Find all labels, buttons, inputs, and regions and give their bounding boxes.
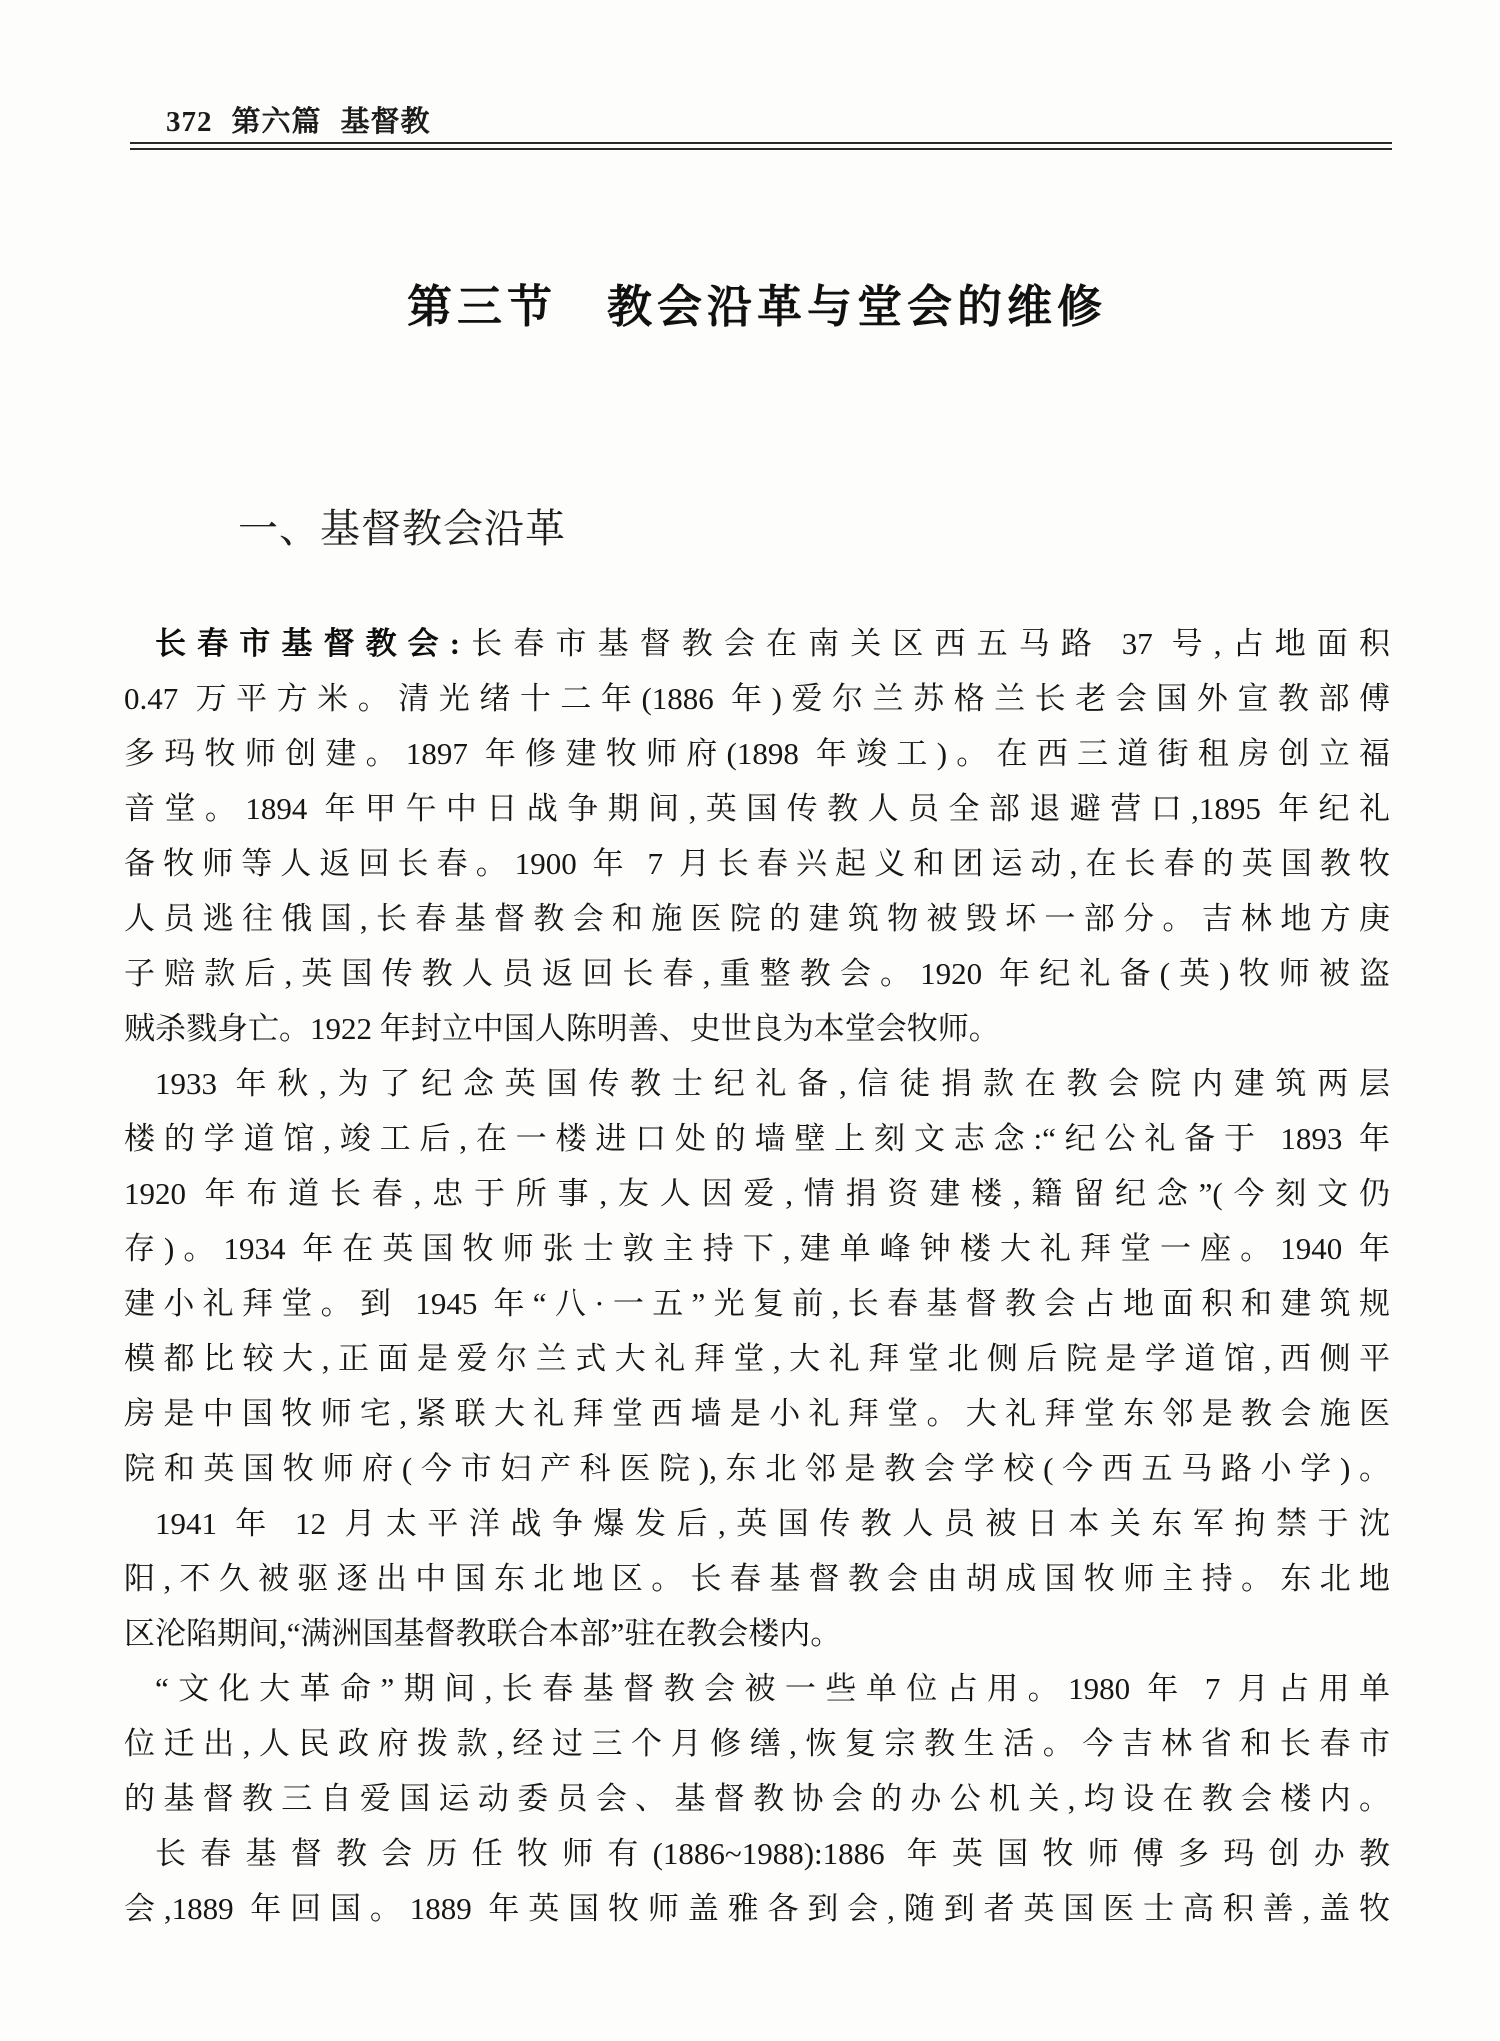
text-line: 的基督教三自爱国运动委员会、基督教协会的办公机关,均设在教会楼内。 <box>124 1781 1390 1816</box>
text-line: 贼杀戮身亡。1922 年封立中国人陈明善、史世良为本堂会牧师。 <box>124 1011 1000 1046</box>
text-line: 0.47 万平方米。清光绪十二年(1886 年)爱尔兰苏格兰长老会国外宣教部傅 <box>124 681 1390 716</box>
section-title: 第三节 教会沿革与堂会的维修 <box>406 282 1107 332</box>
paragraph <box>124 1056 1390 1496</box>
text-line: “文化大革命”期间,长春基督教会被一些单位占用。1980 年 7 月占用单 <box>155 1671 1390 1706</box>
body-text <box>124 616 1390 1936</box>
paragraph-lead: 长春市基督教会: <box>155 626 461 661</box>
text-line: 房是中国牧师宅,紧联大礼拜堂西墙是小礼拜堂。大礼拜堂东邻是教会施医 <box>124 1396 1390 1431</box>
text-line: 音堂。1894 年甲午中日战争期间,英国传教人员全部退避营口,1895 年纪礼 <box>124 791 1390 826</box>
text-line: 1941 年 12 月太平洋战争爆发后,英国传教人员被日本关东军拘禁于沈 <box>155 1506 1390 1541</box>
paragraph <box>124 1826 1390 1936</box>
text-line: 1933 年秋,为了纪念英国传教士纪礼备,信徒捐款在教会院内建筑两层 <box>155 1066 1390 1101</box>
paragraph <box>124 1661 1390 1826</box>
text-line: 院和英国牧师府(今市妇产科医院),东北邻是教会学校(今西五马路小学)。 <box>124 1451 1390 1486</box>
text-line: 阳,不久被驱逐出中国东北地区。长春基督教会由胡成国牧师主持。东北地 <box>124 1561 1390 1596</box>
paragraph <box>124 616 1390 1056</box>
subsection-title: 一、基督教会沿革 <box>238 506 566 551</box>
running-header <box>166 99 431 140</box>
text-line: 多玛牧师创建。1897 年修建牧师府(1898 年竣工)。在西三道街租房创立福 <box>124 736 1390 771</box>
text-line: 备牧师等人返回长春。1900 年 7 月长春兴起义和团运动,在长春的英国教牧 <box>124 846 1390 881</box>
text-line: 模都比较大,正面是爱尔兰式大礼拜堂,大礼拜堂北侧后院是学道馆,西侧平 <box>124 1341 1390 1376</box>
text-line: 存)。1934 年在英国牧师张士敦主持下,建单峰钟楼大礼拜堂一座。1940 年 <box>124 1231 1390 1266</box>
text-line: 位迁出,人民政府拨款,经过三个月修缮,恢复宗教生活。今吉林省和长春市 <box>124 1726 1390 1761</box>
text-line: 会,1889 年回国。1889 年英国牧师盖雅各到会,随到者英国医士高积善,盖牧 <box>124 1891 1390 1926</box>
text-line: 人员逃往俄国,长春基督教会和施医院的建筑物被毁坏一部分。吉林地方庚 <box>124 901 1390 936</box>
text-line: 区沦陷期间,“满洲国基督教联合本部”驻在教会楼内。 <box>124 1616 842 1651</box>
part-title: 基督教 <box>340 106 431 138</box>
header-rule <box>130 142 1392 150</box>
text-line: 建小礼拜堂。到 1945 年“八·一五”光复前,长春基督教会占地面积和建筑规 <box>124 1286 1390 1321</box>
text-line: 1920 年布道长春,忠于所事,友人因爱,情捐资建楼,籍留纪念”(今刻文仍 <box>124 1176 1390 1211</box>
part-label: 第六篇 <box>231 106 322 138</box>
page-number: 372 <box>166 106 213 138</box>
text-line: 长春基督教会历任牧师有(1886~1988):1886 年英国牧师傅多玛创办教 <box>155 1836 1390 1871</box>
text-line: 楼的学道馆,竣工后,在一楼进口处的墙壁上刻文志念:“纪公礼备于 1893 年 <box>124 1121 1390 1156</box>
paragraph <box>124 1496 1390 1661</box>
text-line: 长春市基督教会:长春市基督教会在南关区西五马路 37 号,占地面积 <box>155 626 1390 661</box>
text-line: 子赔款后,英国传教人员返回长春,重整教会。1920 年纪礼备(英)牧师被盗 <box>124 956 1390 991</box>
